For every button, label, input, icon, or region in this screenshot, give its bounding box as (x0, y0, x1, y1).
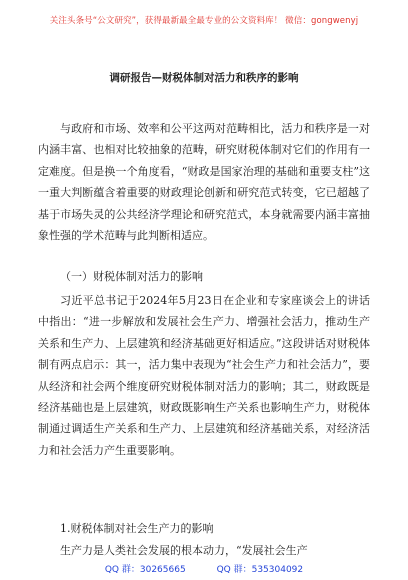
promo-header: 关注头条号“公文研究”，获得最新最全最专业的公文资料库！ 微信：gongwenyj (49, 16, 359, 26)
paragraph-productivity: 生产力是人类社会发展的根本动力，“发展社会生产 (60, 544, 308, 557)
paragraph-intro: 与政府和市场、效率和公平这两对范畴相比，活力和秩序是一对内涵丰富、也相对比较抽象的范畴，研究财税体制对它们的作用有一定难度。但是换一个角度看，“财政是国家治理的基础和重要支柱”这一重大判断蕴含着重要的财政理论创新和研究范式转变，它已超越了基于市场失灵的公共经济学理论和研究范式，本身就需要内涵丰富抽象性强的学术范畴与此判断相适应。 (38, 122, 370, 243)
section-heading: （一）财税体制对活力的影响 (60, 270, 203, 283)
document-title: 调研报告—财税体制对活力和秩序的影响 (109, 72, 299, 84)
qq-group-1: QQ 群：30265665 (104, 565, 186, 575)
qq-group-2: QQ 群：535304092 (216, 565, 304, 575)
footer-contacts (0, 562, 408, 575)
subsection-heading: 1.财税体制对社会生产力的影响 (60, 522, 214, 535)
paragraph-speech: 习近平总书记于2024年5月23日在企业和专家座谈会上的讲话中指出：“进一步解放和发展社会生产力、增强社会活力，推动生产关系和生产力、上层建筑和经济基础更好相适应。”这段讲话对财税体制有两点启示：其一，活力集中表现为“社会生产力和社会活力”，要从经济和社会两个维度研究财税体制对活力的影响；其二，财政既是经济基础也是上层建筑，财政既影响生产关系也影响生产力，财税体制通过调适生产关系和生产力、上层建筑和经济基础关系，对经济活力和社会活力产生重要影响。 (38, 294, 370, 457)
